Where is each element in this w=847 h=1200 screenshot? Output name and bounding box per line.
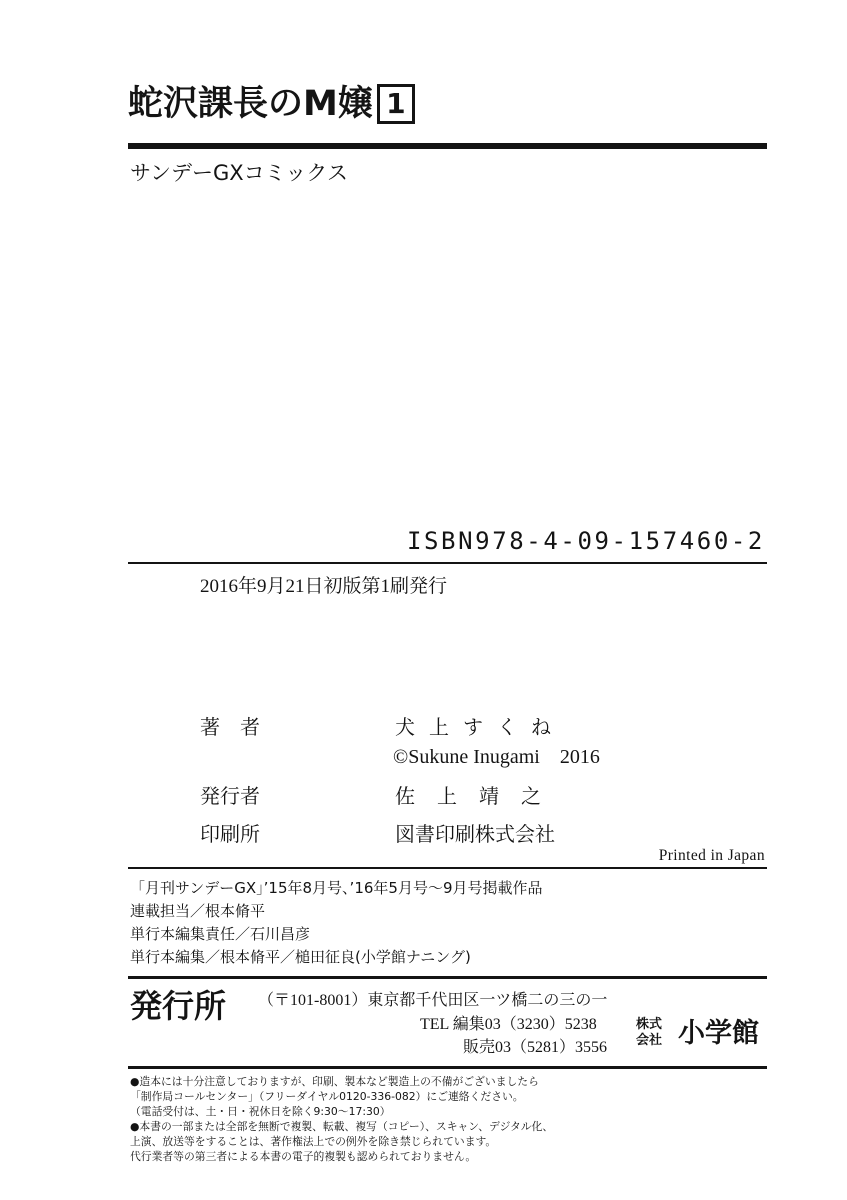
publisher-person-label: 発行者 <box>200 784 260 808</box>
company-prefix-top: 株式 <box>636 1017 663 1032</box>
first-edition-date: 2016年9月21日初版第1刷発行 <box>200 576 448 597</box>
publisher-person-name: 佐上靖之 <box>395 784 563 808</box>
credits-rule <box>128 867 767 869</box>
printer-label: 印刷所 <box>200 822 260 846</box>
serialization-line: 「月刊サンデーGX」’15年8月号、’16年5月号〜9月号掲載作品 <box>130 879 543 897</box>
series-name: サンデーGXコミックス <box>130 161 348 185</box>
volume-number-box: 1 <box>377 84 415 124</box>
publisher-company-name: 小学館 <box>678 1018 759 1049</box>
publisher-label: 発行所 <box>130 987 227 1025</box>
printer-name: 図書印刷株式会社 <box>395 822 555 846</box>
notice-line: 上演、放送等をすることは、著作権法上での例外を除き禁じられています。 <box>130 1135 497 1148</box>
publisher-rule-bottom <box>128 1066 767 1069</box>
sales-phone: 販売03（5281）3556 <box>463 1039 608 1056</box>
printed-in-japan: Printed in Japan <box>658 847 765 864</box>
book-title <box>128 82 415 126</box>
author-label: 著 者 <box>200 715 260 739</box>
serialization-line: 単行本編集／根本脩平／槌田征良(小学館ナニング) <box>130 948 471 966</box>
notice-line: 代行業者等の第三者による本書の電子的複製も認められておりません。 <box>130 1150 477 1163</box>
publisher-rule-top <box>128 976 767 979</box>
notice-line: ●本書の一部または全部を無断で複製、転載、複写（コピー）、スキャン、デジタル化、 <box>130 1120 554 1133</box>
notice-line: （電話受付は、土・日・祝休日を除く9:30〜17:30） <box>130 1105 391 1118</box>
author-name: 犬上すくね <box>395 715 565 739</box>
editorial-phone: TEL 編集03（3230）5238 <box>420 1016 597 1033</box>
serialization-line: 単行本編集責任／石川昌彦 <box>130 925 311 943</box>
book-title-text: 蛇沢課長のM嬢 <box>128 84 373 124</box>
isbn-rule <box>128 562 767 564</box>
company-prefix-bottom: 会社 <box>636 1033 663 1048</box>
serialization-line: 連載担当／根本脩平 <box>130 902 266 920</box>
copyright-line: ©Sukune Inugami 2016 <box>393 746 600 768</box>
isbn: ISBN978-4-09-157460-2 <box>406 527 765 555</box>
title-rule <box>128 143 767 149</box>
notice-line: 「制作局コールセンター」（フリーダイヤル0120-336-082）にご連絡ください。 <box>130 1090 524 1103</box>
publisher-address: （〒101-8001）東京都千代田区一ツ橋二の三の一 <box>258 992 608 1009</box>
notice-line: ●造本には十分注意しておりますが、印刷、製本など製造上の不備がございましたら <box>130 1075 539 1088</box>
